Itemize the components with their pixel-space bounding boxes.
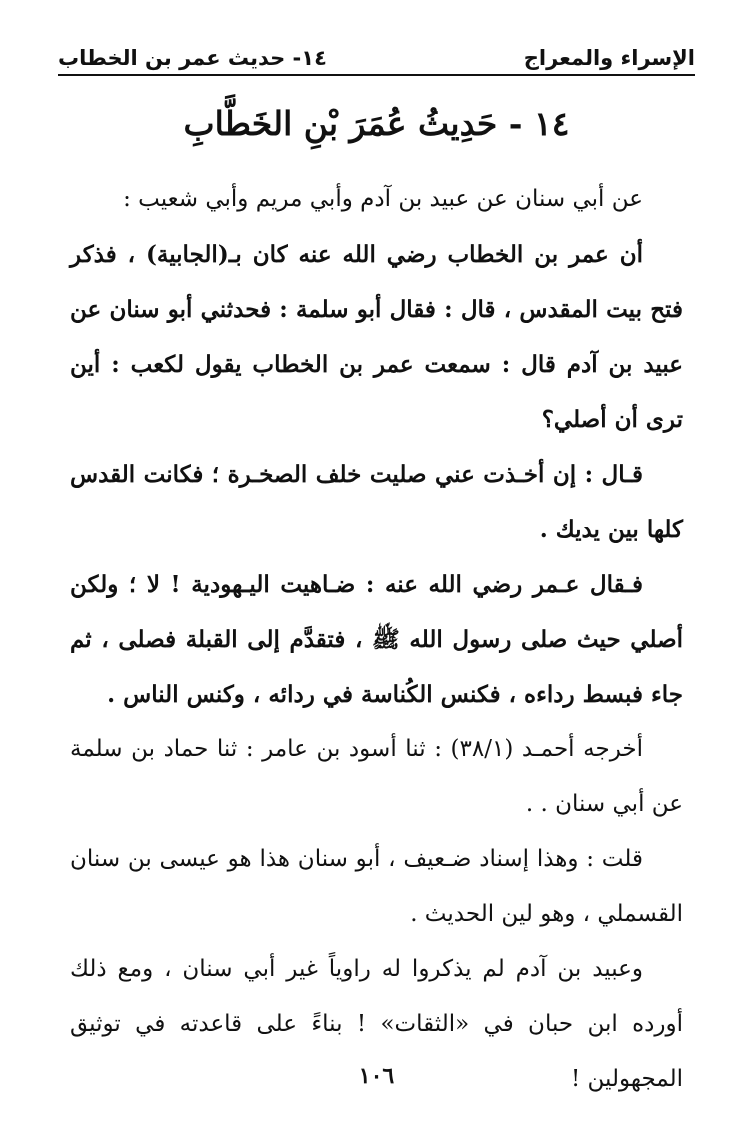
paragraph: قـال : إن أخـذت عني صليت خلف الصخـرة ؛ فكانت القدس كلها بين يديك . [70, 461, 683, 543]
paragraph: وعبيد بن آدم لم يذكروا له راوياً غير أبي سنان ، ومع ذلك أورده ابن حبان في «الثقات» ! بناءً على قاعدته في توثيق المجهولين ! [70, 956, 683, 1092]
header-rule [58, 74, 695, 76]
body-text [70, 172, 683, 1107]
paragraph: أن عمر بن الخطاب رضي الله عنه كان بـ(الجابية) ، فذكر فتح بيت المقدس ، قال : فقال أبو سلمة : فحدثني أبو سنان عن عبيد بن آدم قال : سمعت عمر بن الخطاب يقول لكعب : أين ترى أن أصلي؟ [70, 241, 683, 433]
paragraph: قلت : وهذا إسناد ضـعيف ، أبو سنان هذا هو عيسى بن سنان القسملي ، وهو لين الحديث . [70, 846, 683, 927]
chapter-title: ١٤- حديث عمر بن الخطاب [58, 46, 327, 70]
page-number: ١٠٦ [358, 1063, 395, 1089]
section-title: ١٤ - حَدِيثُ عُمَرَ بْنِ الخَطَّابِ [183, 104, 570, 143]
running-header [58, 30, 695, 70]
paragraph: فـقال عـمر رضي الله عنه : ضـاهيت اليـهودية ! لا ؛ ولكن أصلي حيث صلى رسول الله ﷺ ، فتقدَّم إلى القبلة فصلى ، ثم جاء فبسط رداءه ، فكنس الكُناسة في ردائه ، وكنس الناس . [70, 571, 683, 708]
paragraph: أخرجه أحمـد (٣٨/١) : ثنا أسود بن عامر : ثنا حماد بن سلمة عن أبي سنان . . [70, 736, 683, 817]
book-title: الإسراء والمعراج [523, 46, 695, 70]
paragraph: عن أبي سنان عن عبيد بن آدم وأبي مريم وأبي شعيب : [123, 186, 643, 212]
